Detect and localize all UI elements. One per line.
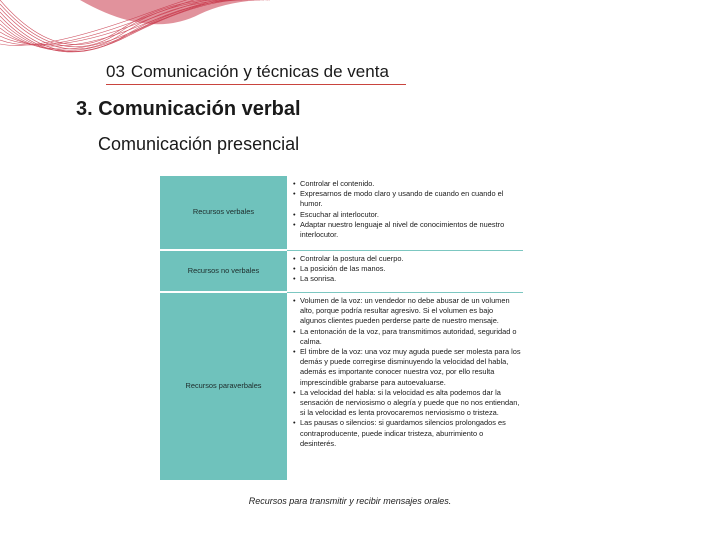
items-nonverbal [287,251,523,293]
category-verbal: Recursos verbales [160,176,287,251]
list-item: • Las pausas o silencios: si guardamos silencios prolongados es contraproducente, puede indicar tristeza, aburrimiento o desinterés. [293,418,521,449]
section-subtitle: Comunicación presencial [98,134,300,154]
section-title: 3. Comunicación verbal [76,98,301,120]
list-item: • Volumen de la voz: un vendedor no debe abusar de un volumen alto, porque podría resultar agresivo. Si el volumen es bajo algunos clientes pueden perderse parte de nuestro mensaje. [293,296,521,327]
items-verbal [287,176,523,251]
chapter-title: Comunicación y técnicas de venta [130,62,389,81]
chapter-header [106,62,406,85]
list-item: • Expresarnos de modo claro y usando de cuando en cuando el humor. [293,189,521,209]
chapter-number: 03 [106,62,125,81]
decorative-wave-graphic [0,0,270,70]
resources-table [160,176,523,480]
list-item: • Controlar el contenido. [293,179,521,189]
list-item: • La velocidad del habla: si la velocidad es alta podemos dar la sensación de nerviosismo o alegría y puede que no nos entiendan, si la velocidad es lenta provocaremos nerviosismo o tristeza. [293,388,521,419]
list-item: • Escuchar al interlocutor. [293,210,521,220]
list-item: • La posición de las manos. [293,264,521,274]
list-item: • Adaptar nuestro lenguaje al nivel de conocimientos de nuestro interlocutor. [293,220,521,240]
list-item: • La entonación de la voz, para transmitimos autoridad, seguridad o calma. [293,327,521,347]
items-paraverbal [287,293,523,480]
category-nonverbal: Recursos no verbales [160,251,287,293]
list-item: • La sonrisa. [293,274,521,284]
list-item: • El timbre de la voz: una voz muy aguda puede ser molesta para los demás y puede corregirse disminuyendo la velocidad del habla, además es importante conocer nuestra voz, por ello resulta imprescindible grabarse para autoevaluarse. [293,347,521,388]
list-item: • Controlar la postura del cuerpo. [293,254,521,264]
category-paraverbal: Recursos paraverbales [160,293,287,480]
table-caption: Recursos para transmitir y recibir mensajes orales. [248,496,452,506]
